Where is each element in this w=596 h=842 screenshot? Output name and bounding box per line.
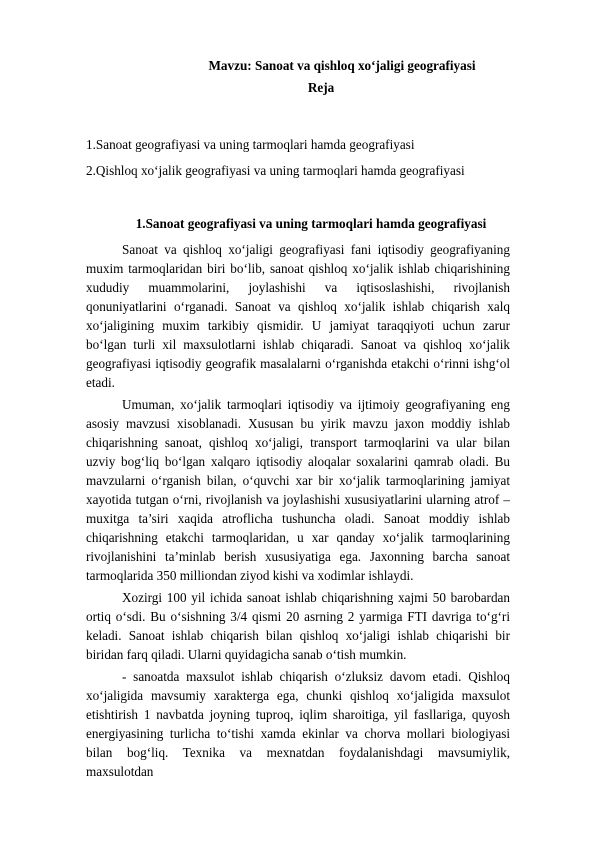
paragraph: Umuman, xo‘jalik tarmoqlari iqtisodiy va ijtimoiy geografiyaning eng asosiy mavzusi xisoblanadi. Xususan bu yirik mavzu jaxon moddiy ishlab chiqarishning sanoat, qishloq xo‘jaligi, transport tarmoqlarini va ular bilan uzviy bog‘liq bo‘lgan xalqaro iqtisodiy aloqalar soxalarini qamrab oladi. Bu mavzularni o‘rganish bilan, o‘quvchi xar bir xo‘jalik tarmoqlarining jamiyat xayotida tutgan o‘rni, rivojlanish va joylashishi xususiyatlarini ularning atrof – muxitga ta’siri xaqida atroflicha tushuncha oladi. Sanoat moddiy ishlab chiqarishning etakchi tarmoqlaridan, u xar qanday xo‘jalik tarmoqlarining rivojlanishini ta’minlab berish xususiyatiga ega. Jaxonning barcha sanoat tarmoqlarida 350 milliondan ziyod kishi va xodimlar ishlaydi. xyxy=(86,397,510,583)
document-topic: Mavzu: Sanoat va qishloq xo‘jaligi geografiyasi xyxy=(208,58,476,73)
plan-item: 1.Sanoat geografiyasi va uning tarmoqlari hamda geografiyasi xyxy=(86,137,415,152)
paragraph: Sanoat va qishloq xo‘jaligi geografiyasi fani iqtisodiy geografiyaning muxim tarmoqlaridan biri bo‘lib, sanoat qishloq xo‘jalik ishlab chiqarishining xududiy muammolarini, joylashishi va iqtisoslashishi, rivojlanish qonuniyatlarini o‘rganadi. Sanoat va qishloq xo‘jalik ishlab chiqarish xalq xo‘jaligining muxim tarkibiy qismidir. U jamiyat taraqqiyoti uchun zarur bo‘lgan turli xil maxsulotlarni ishlab chiqaradi. Sanoat va qishloq xo‘jalik geografiyasi iqtisodiy geografik masalalarni o‘rganishda etakchi o‘rinni ishg‘ol etadi. xyxy=(86,242,510,390)
plan-title: Reja xyxy=(307,80,335,95)
body-text xyxy=(86,240,510,784)
paragraph: Xozirgi 100 yil ichida sanoat ishlab chiqarishning xajmi 50 barobardan ortiq o‘sdi. Bu o‘sishning 3/4 qismi 20 asrning 2 yarmiga FTI davriga to‘g‘ri keladi. Sanoat ishlab chiqarish bilan qishloq xo‘jaligi ishlab chiqarishi bir biridan farq qiladi. Ularni quyidagicha sanab o‘tish mumkin. xyxy=(86,590,510,662)
section-heading: 1.Sanoat geografiyasi va uning tarmoqlari hamda geografiyasi xyxy=(135,216,487,231)
paragraph: - sanoatda maxsulot ishlab chiqarish o‘zluksiz davom etadi. Qishloq xo‘jaligida mavsumiy xarakterga ega, chunki qishloq xo‘jaligida maxsulot etishtirish 1 navbatda joyning tuproq, iqlim sharoitiga, yil fasllariga, quyosh energiyasining turlicha to‘tishi xamda ekinlar va chorva mollari biologiyasi bilan bog‘liq. Texnika va mexnatdan foydalanishdagi mavsumiylik, maxsulotdan xyxy=(86,669,510,779)
plan-item: 2.Qishloq xo‘jalik geografiyasi va uning tarmoqlari hamda geografiyasi xyxy=(86,163,465,178)
